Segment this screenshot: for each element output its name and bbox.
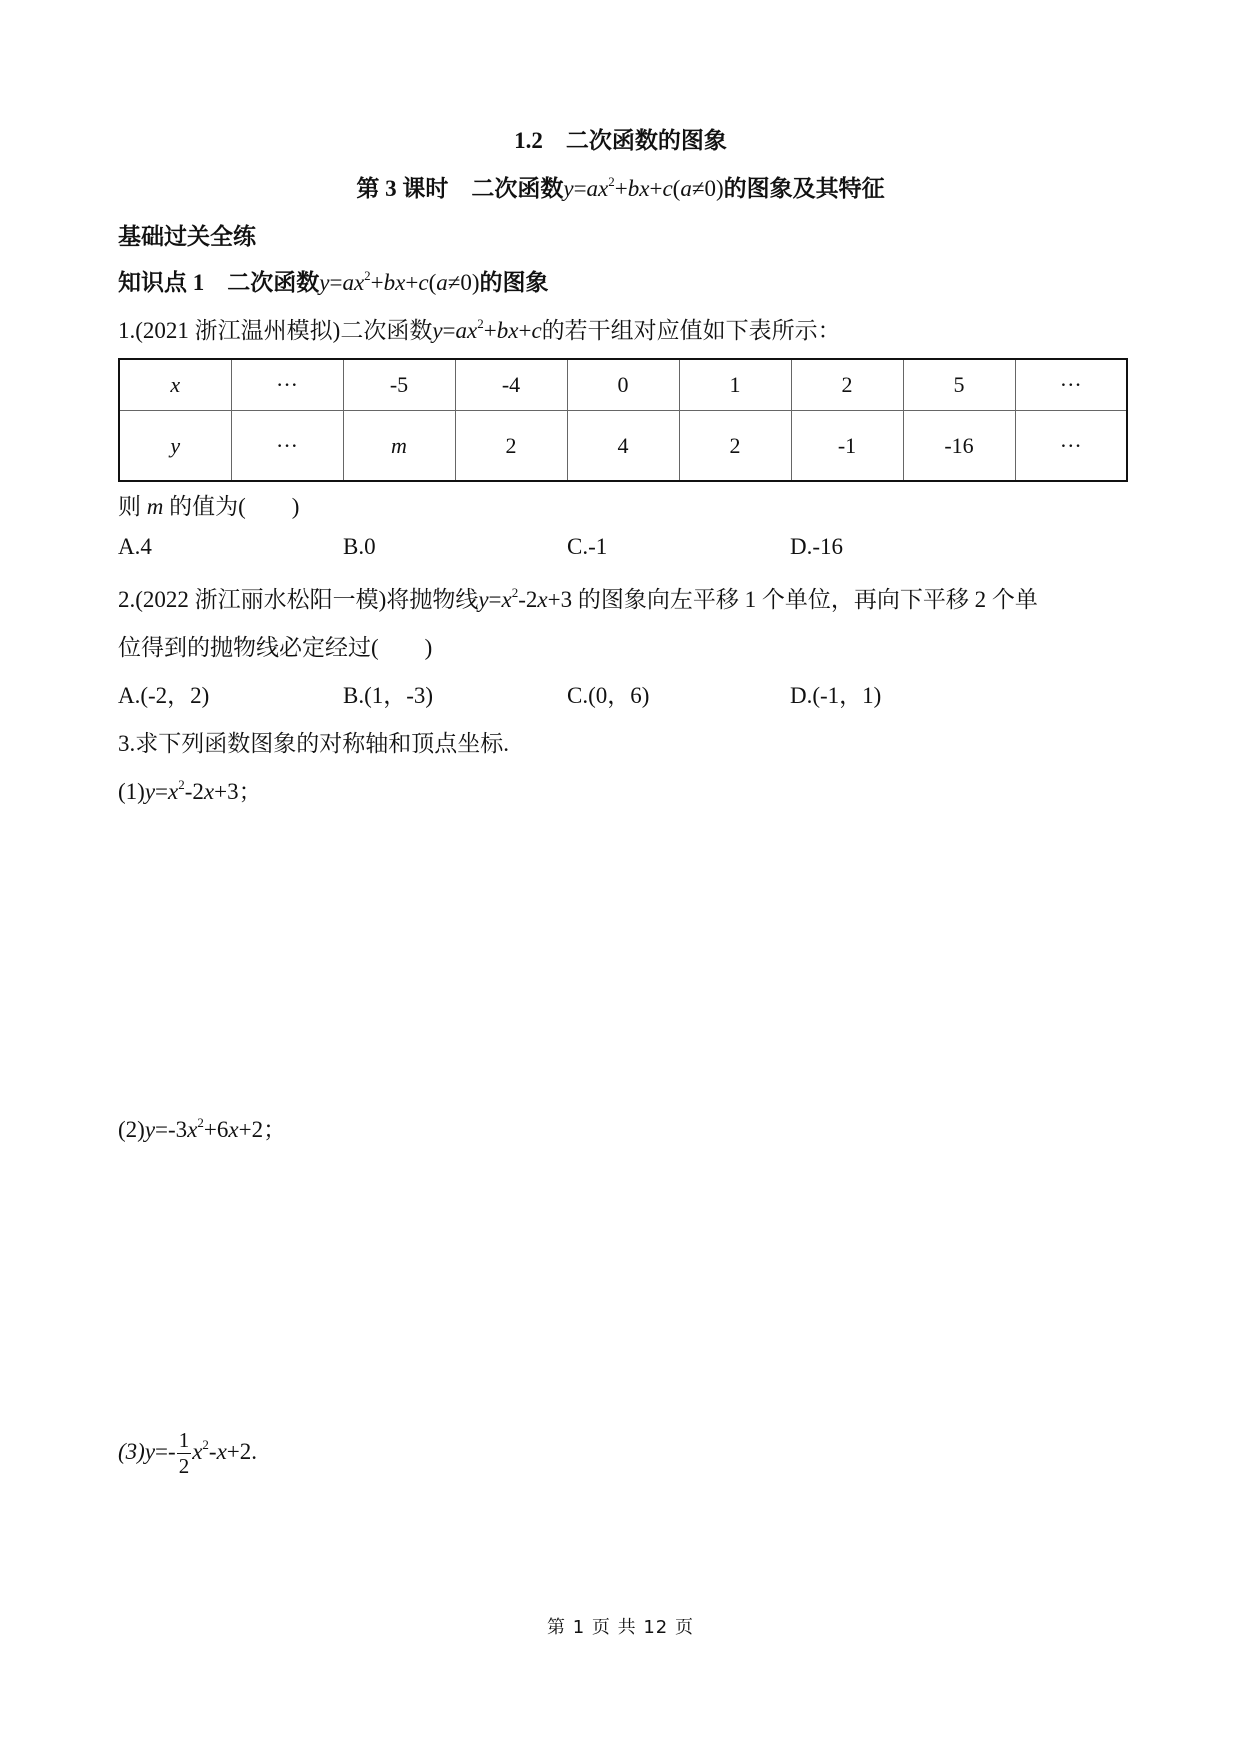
table-cell: 5 bbox=[903, 359, 1015, 411]
table-cell: ··· bbox=[1015, 411, 1127, 482]
table-cell: ··· bbox=[231, 359, 343, 411]
table-cell: 1 bbox=[679, 359, 791, 411]
q3-part3 bbox=[118, 1430, 257, 1477]
q1-option-c[interactable]: C.-1 bbox=[567, 534, 608, 559]
q3-part1-label: (1) bbox=[118, 779, 145, 804]
q1-formula: $y=ax^2+bx+c$ bbox=[432, 316, 542, 343]
q2-option-c[interactable]: C.(0，6) bbox=[567, 683, 650, 708]
q2-option-b[interactable]: B.(1，-3) bbox=[343, 683, 434, 708]
q2-line2: 位得到的抛物线必定经过( ) bbox=[118, 635, 433, 660]
lesson-suffix: 的图象及其特征 bbox=[723, 176, 885, 201]
table-cell: 2 bbox=[455, 411, 567, 482]
knowledge-label: 知识点 1 bbox=[118, 270, 205, 295]
q1-intro bbox=[118, 312, 841, 345]
q1-option-a[interactable]: A.4 bbox=[118, 534, 152, 559]
table-cell: -1 bbox=[791, 411, 903, 482]
table-cell: -16 bbox=[903, 411, 1015, 482]
q1-option-b[interactable]: B.0 bbox=[343, 534, 376, 559]
table-row-y bbox=[119, 411, 1127, 482]
table-cell: -4 bbox=[455, 359, 567, 411]
q3-part2 bbox=[118, 1111, 286, 1144]
table-cell: m bbox=[343, 411, 455, 482]
practice-label: 基础过关全练 bbox=[118, 224, 256, 249]
lesson-title bbox=[0, 170, 1241, 203]
table-row-x bbox=[119, 359, 1127, 411]
q3-part2-formula: $y=-3x^2+6x+2$； bbox=[144, 1115, 287, 1142]
q1-intro-suffix: 的若干组对应值如下表所示： bbox=[541, 318, 841, 343]
table-cell: -5 bbox=[343, 359, 455, 411]
lesson-cn: 二次函数 bbox=[471, 176, 564, 201]
q2-option-d[interactable]: D.(-1，1) bbox=[790, 683, 882, 708]
q1-stem-var: m bbox=[146, 494, 164, 519]
q3-part3-label: (3) bbox=[118, 1438, 145, 1464]
table-cell: ··· bbox=[231, 411, 343, 482]
table-cell: 0 bbox=[567, 359, 679, 411]
knowledge-suffix: 的图象 bbox=[479, 270, 549, 295]
q2-line1-pre: 2.(2022 浙江丽水松阳一模)将抛物线 bbox=[118, 587, 479, 612]
q2-option-a[interactable]: A.(-2，2) bbox=[118, 683, 210, 708]
section-number: 1.2 bbox=[514, 128, 543, 153]
q1-value-table bbox=[118, 358, 1128, 482]
table-cell: ··· bbox=[1015, 359, 1127, 411]
q2-line1-post: 的图象向左平移 1 个单位，再向下平移 2 个单 bbox=[577, 587, 1038, 612]
q3-part1-formula: $y=x^2-2x+3$； bbox=[144, 777, 262, 804]
q3-part3-formula: y=- $\frac{1}{2}$ $x^2-x+2$. bbox=[144, 1428, 258, 1478]
q2-line1 bbox=[118, 581, 1038, 614]
q1-intro-text: 1.(2021 浙江温州模拟)二次函数 bbox=[118, 318, 433, 343]
table-cell: y bbox=[119, 411, 231, 482]
knowledge-title: 二次函数 bbox=[227, 270, 320, 295]
lesson-prefix: 第 3 课时 bbox=[356, 176, 449, 201]
table-cell: 4 bbox=[567, 411, 679, 482]
table-cell: 2 bbox=[679, 411, 791, 482]
section-title bbox=[0, 122, 1241, 155]
knowledge-point-heading bbox=[118, 264, 549, 297]
q3-part1 bbox=[118, 773, 262, 806]
page-footer: 第 1 页 共 12 页 bbox=[547, 1617, 694, 1638]
q3-stem: 3.求下列函数图象的对称轴和顶点坐标. bbox=[118, 731, 509, 756]
knowledge-formula: $y=ax^2+bx+c(a\ne 0)$ bbox=[319, 268, 480, 295]
q2-formula: $y=x^2-2x+3$ bbox=[478, 585, 573, 612]
section-title-text: 二次函数的图象 bbox=[565, 128, 727, 153]
table-cell: x bbox=[119, 359, 231, 411]
q1-option-d[interactable]: D.-16 bbox=[790, 534, 844, 559]
q1-stem: 则 m 的值为( ) bbox=[118, 494, 300, 519]
q3-part2-label: (2) bbox=[118, 1117, 145, 1142]
table-cell: 2 bbox=[791, 359, 903, 411]
lesson-formula: $y=ax^2+bx+c(a\ne 0)$ bbox=[563, 174, 724, 201]
